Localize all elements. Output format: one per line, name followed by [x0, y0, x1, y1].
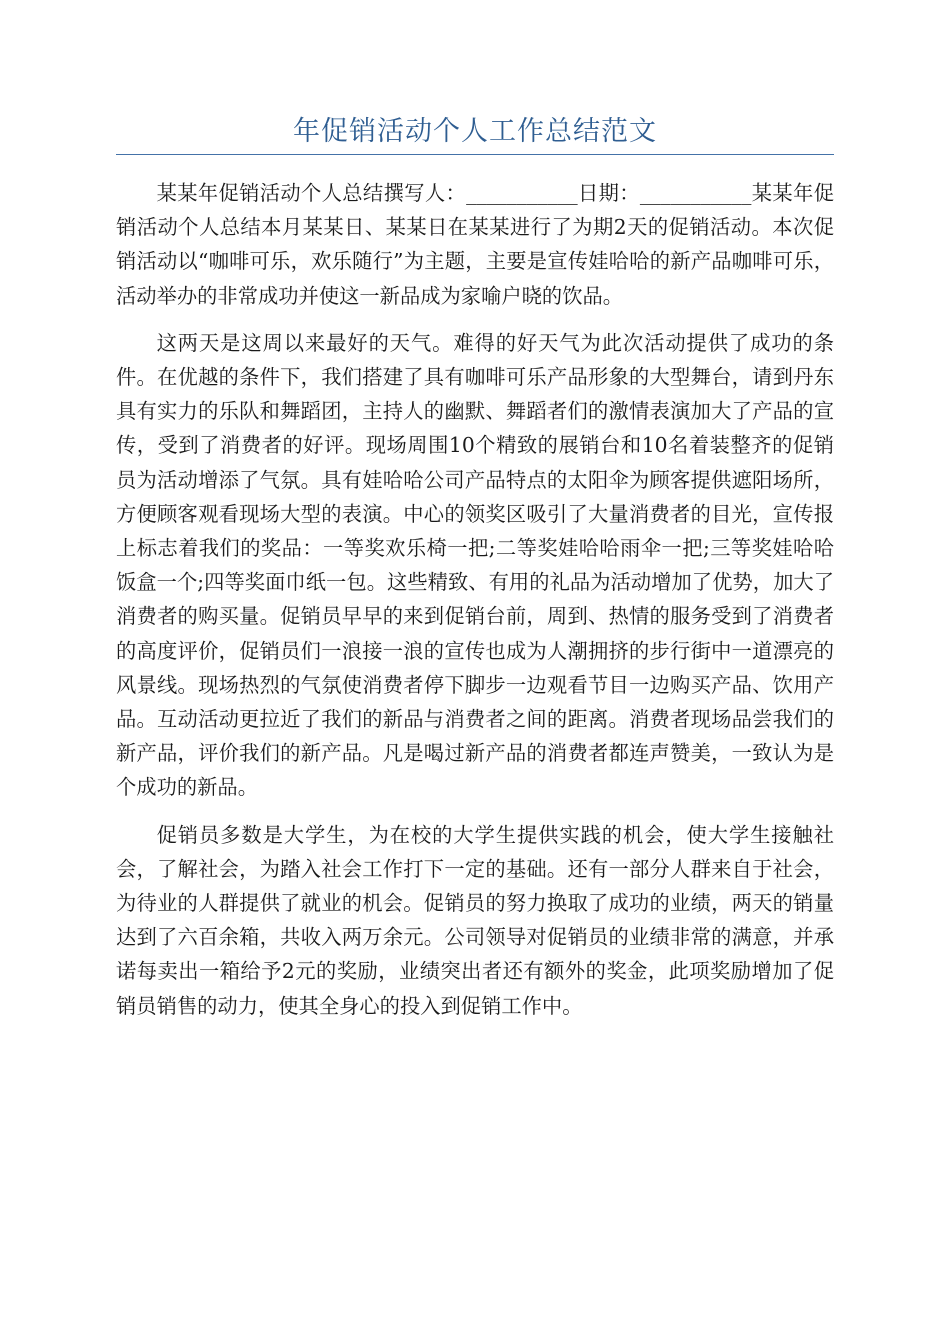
- paragraph-staff-results: 促销员多数是大学生，为在校的大学生提供实践的机会，使大学生接触社会，了解社会，为踏入社会工作打下一定的基础。还有一部分人群来自于社会，为待业的人群提供了就业的机会。促销员的努力换取了成功的业绩，两天的销量达到了六百余箱，共收入两万余元。公司领导对促销员的业绩非常的满意，并承诺每卖出一箱给予2元的奖励，业绩突出者还有额外的奖金，此项奖励增加了促销员销售的动力，使其全身心的投入到促销工作中。: [116, 822, 834, 1018]
- document-title: 年促销活动个人工作总结范文: [293, 116, 657, 147]
- paragraph-intro: 某某年促销活动个人总结撰写人：___________日期：___________某某年促销活动个人总结本月某某日、某某日在某某进行了为期2天的促销活动。本次促销活动以“咖啡可乐，欢乐随行”为主题，主要是宣传娃哈哈的新产品咖啡可乐，活动举办的非常成功并使这一新品成为家喻户晓的饮品。: [116, 181, 834, 308]
- paragraph-event-details: 这两天是这周以来最好的天气。难得的好天气为此次活动提供了成功的条件。在优越的条件下，我们搭建了具有咖啡可乐产品形象的大型舞台，请到丹东具有实力的乐队和舞蹈团，主持人的幽默、舞蹈者们的激情表演加大了产品的宣传，受到了消费者的好评。现场周围10个精致的展销台和10名着装整齐的促销员为活动增添了气氛。具有娃哈哈公司产品特点的太阳伞为顾客提供遮阳场所，方便顾客观看现场大型的表演。中心的领奖区吸引了大量消费者的目光，宣传报上标志着我们的奖品：一等奖欢乐椅一把;二等奖娃哈哈雨伞一把;三等奖娃哈哈饭盒一个;四等奖面巾纸一包。这些精致、有用的礼品为活动增加了优势，加大了消费者的购买量。促销员早早的来到促销台前，周到、热情的服务受到了消费者的高度评价，促销员们一浪接一浪的宣传也成为人潮拥挤的步行街中一道漂亮的风景线。现场热烈的气氛使消费者停下脚步一边观看节目一边购买产品、饮用产品。互动活动更拉近了我们的新品与消费者之间的距离。消费者现场品尝我们的新产品，评价我们的新产品。凡是喝过新产品的消费者都连声赞美，一致认为是个成功的新品。: [116, 330, 834, 800]
- title-underline: [116, 154, 834, 155]
- document-body: [116, 176, 834, 1036]
